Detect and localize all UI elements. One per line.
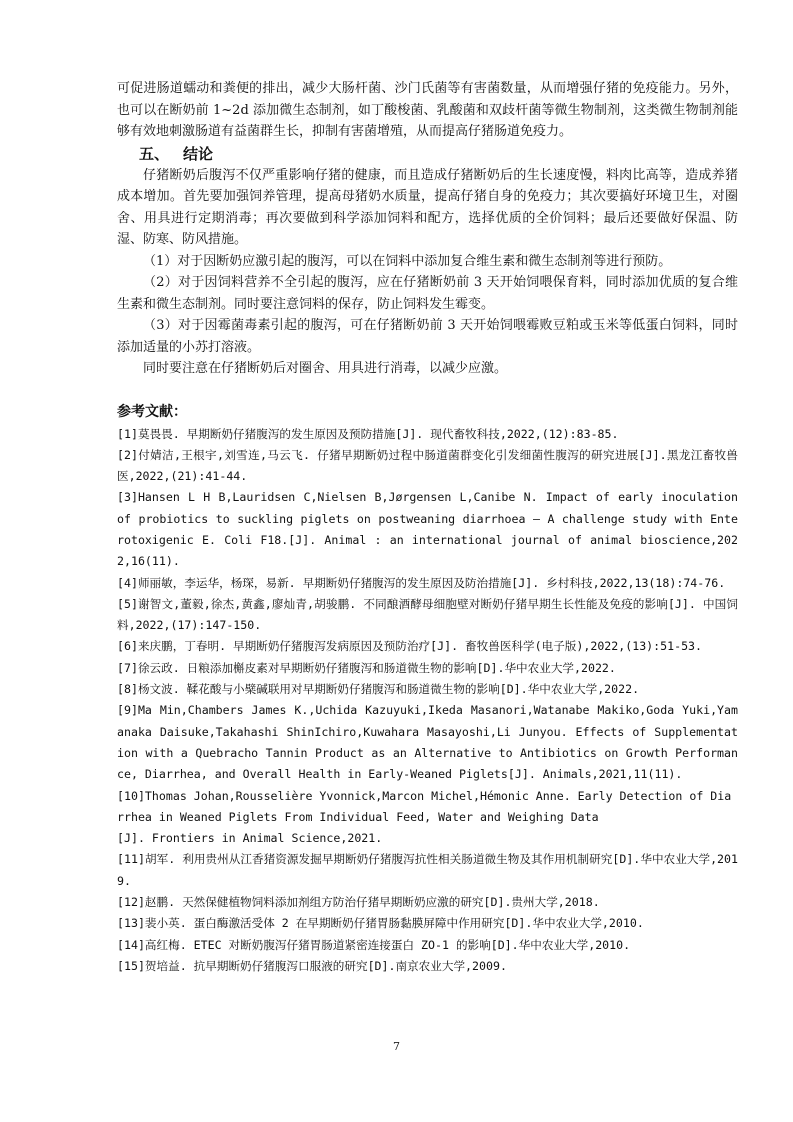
- intro-paragraph: 可促进肠道蠕动和粪便的排出，减少大肠杆菌、沙门氏菌等有害菌数量，从而增强仔猪的免疫能力。另外，也可以在断奶前 1~2d 添加微生态制剂，如丁酸梭菌、乳酸菌和双歧杆菌等微生物制剂，这类微生物制剂能够有效地刺激肠道有益菌群生长，抑制有害菌增殖，从而提高仔猪肠道免疫力。: [117, 81, 738, 139]
- page-number: 7: [393, 1040, 400, 1053]
- conclusion-item: （3）对于因霉菌毒素引起的腹泻，可在仔猪断奶前 3 天开始饲喂霉败豆粕或玉米等低蛋白饲料，同时添加适量的小苏打溶液。: [117, 318, 738, 355]
- reference-item: [11]胡军. 利用贵州从江香猪资源发掘早期断奶仔猪腹泻抗性相关肠道微生物及其作用机制研究[D].华中农业大学,2019.: [117, 852, 738, 888]
- reference-item: [13]裴小英. 蛋白酶激活受体 2 在早期断奶仔猪胃肠黏膜屏障中作用研究[D].华中农业大学,2010.: [117, 916, 644, 931]
- conclusion-item: （1）对于因断奶应激引起的腹泻，可以在饲料中添加复合维生素和微生态制剂等进行预防。: [143, 253, 672, 269]
- section-heading: [117, 143, 738, 165]
- reference-item: [10]Thomas Johan,Rousselière Yvonnick,Marcon Michel,Hémonic Anne. Early Detection of Diarrhea in Weaned Piglets From Individual Feed, Water and Weighing Data: [117, 788, 732, 824]
- section-title: 结论: [183, 144, 214, 163]
- references-list: [117, 424, 738, 978]
- conclusion-paragraph: 仔猪断奶后腹泻不仅严重影响仔猪的健康，而且造成仔猪断奶后的生长速度慢，料肉比高等，造成养猪成本增加。首先要加强饲养管理，提高母猪奶水质量，提高仔猪自身的免疫力；其次要搞好环境卫生，对圈舍、用具进行定期消毒；再次要做到科学添加饲料和配方，选择优质的全价饲料；最后还要做好保温、防湿、防寒、防风措施。: [117, 167, 738, 247]
- paper-page: [117, 78, 738, 977]
- reference-item: [7]徐云政. 日粮添加槲皮素对早期断奶仔猪腹泻和肠道微生物的影响[D].华中农业大学,2022.: [117, 660, 616, 675]
- reference-item: [3]Hansen L H B,Lauridsen C,Nielsen B,Jørgensen L,Canibe N. Impact of early inoculation of probiotics to suckling piglets on postweaning diarrhoea – A challenge study with Enterotoxigenic E. Coli F18.[J]. Animal : an international journal of animal bioscience,2022,16(11).: [117, 490, 738, 569]
- reference-item: [J]. Frontiers in Animal Science,2021.: [117, 831, 383, 846]
- reference-item: [9]Ma Min,Chambers James K.,Uchida Kazuyuki,Ikeda Masanori,Watanabe Makiko,Goda Yuki,Yamanaka Daisuke,Takahashi ShinIchiro,Kuwahara Masayoshi,Li Junyou. Effects of Supplementation with a Quebracho Tannin Product as an Alternative to Antibiotics on Growth Performance, Diarrhea, and Overall Health in Early-Weaned Piglets[J]. Animals,2021,11(11).: [117, 703, 738, 782]
- section-number: 五、: [139, 144, 170, 163]
- conclusion-closing: 同时要注意在仔猪断奶后对圈舍、用具进行消毒，以减少应激。: [143, 361, 508, 376]
- reference-item: [14]高红梅. ETEC 对断奶腹泻仔猪胃肠道紧密连接蛋白 ZO-1 的影响[D].华中农业大学,2010.: [117, 937, 631, 952]
- reference-item: [15]贺培益. 抗早期断奶仔猪腹泻口服液的研究[D].南京农业大学,2009.: [117, 958, 507, 973]
- conclusion-item: （2）对于因饲料营养不全引起的腹泻，应在仔猪断奶前 3 天开始饲喂保育料，同时添加优质的复合维生素和微生态制剂。同时要注意饲料的保存，防止饲料发生霉变。: [117, 275, 738, 312]
- references-title: 参考文献：: [117, 403, 187, 420]
- reference-item: [4]师丽敏，李运华，杨琛，易新. 早期断奶仔猪腹泻的发生原因及防治措施[J]. 乡村科技,2022,13(18):74-76.: [117, 575, 726, 590]
- reference-item: [12]赵鹏. 天然保健植物饲料添加剂组方防治仔猪早期断奶应激的研究[D].贵州大学,2018.: [117, 895, 600, 910]
- reference-item: [8]杨文波. 鞣花酸与小檗碱联用对早期断奶仔猪腹泻和肠道微生物的影响[D].华中农业大学,2022.: [117, 682, 640, 697]
- reference-item: [5]谢智文,董毅,徐杰,黄鑫,廖灿青,胡骏鹏. 不同酿酒酵母细胞壁对断奶仔猪早期生长性能及免疫的影响[J]. 中国饲料,2022,(17):147-150.: [117, 596, 738, 633]
- reference-item: [1]莫畏畏. 早期断奶仔猪腹泻的发生原因及预防措施[J]. 现代畜牧科技,2022,(12):83-85.: [117, 426, 619, 441]
- reference-item: [2]付婧洁,王根宇,刘雪连,马云飞. 仔猪早期断奶过程中肠道菌群变化引发细菌性腹泻的研究进展[J].黑龙江畜牧兽医,2022,(21):41-44.: [117, 447, 738, 484]
- reference-item: [6]来庆鹏，丁春明. 早期断奶仔猪腹泻发病原因及预防治疗[J]. 畜牧兽医科学(电子版),2022,(13):51-53.: [117, 639, 703, 654]
